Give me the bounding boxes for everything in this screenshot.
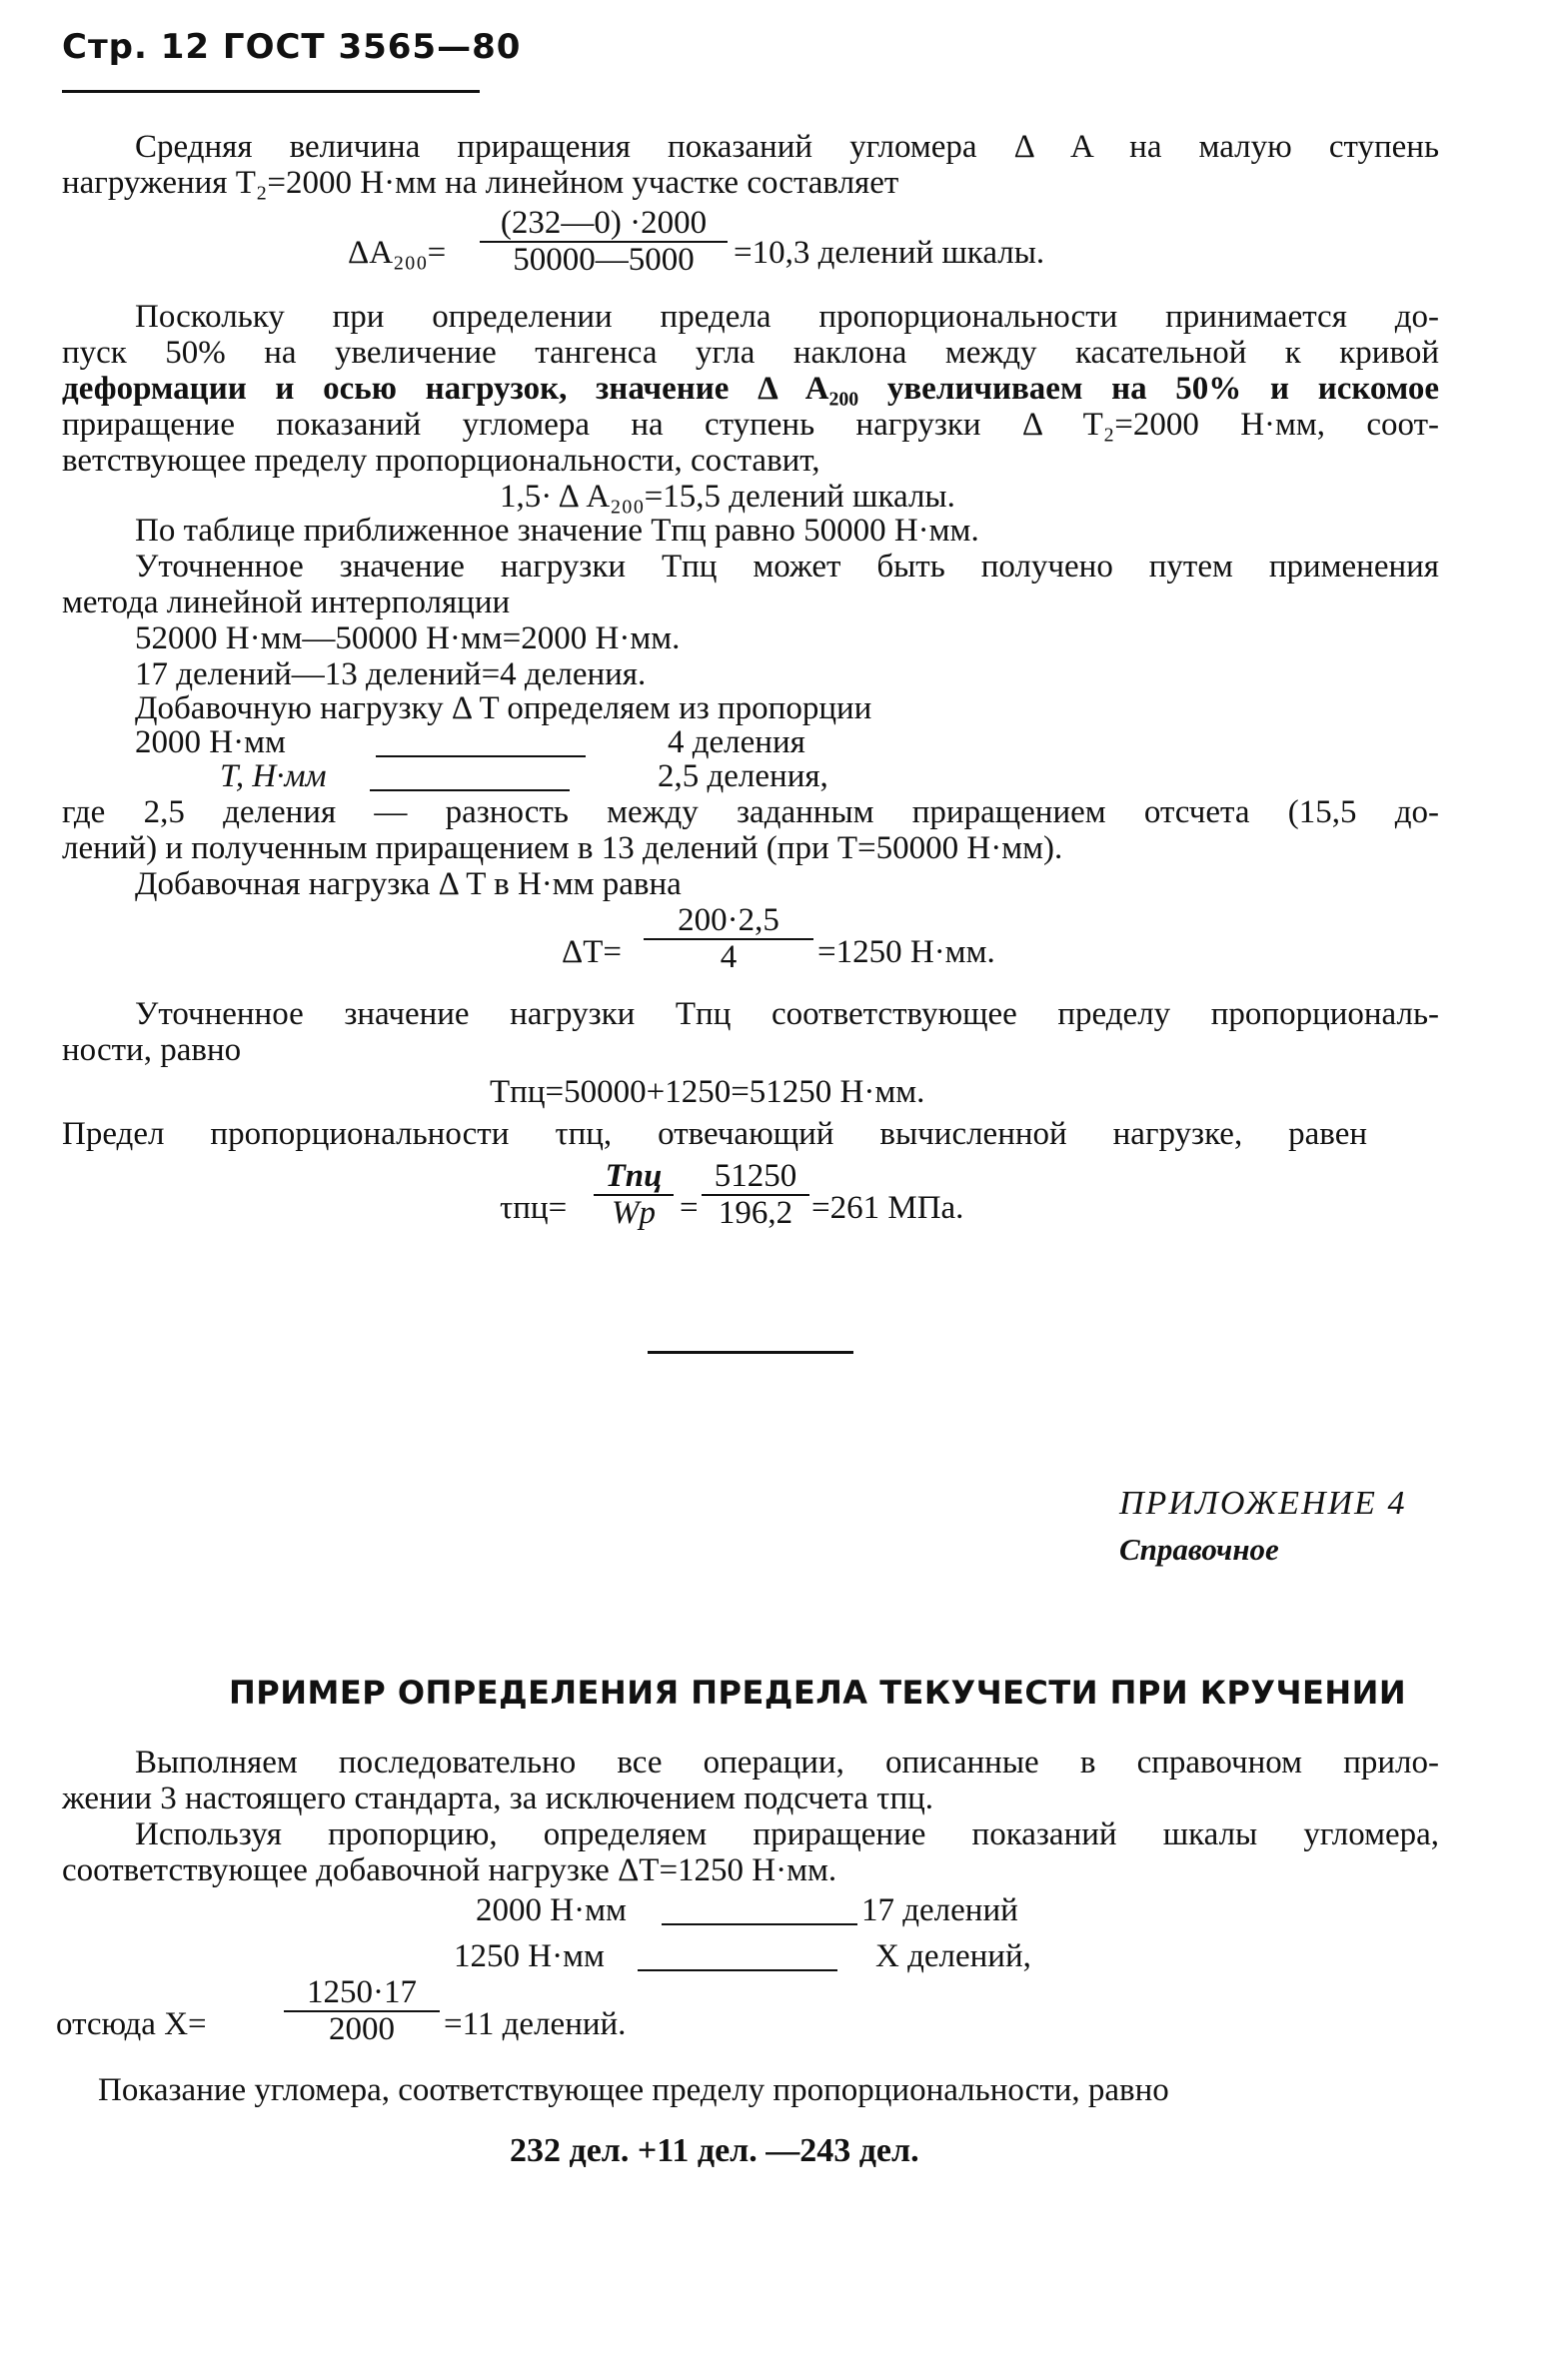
q2-line1: Используя пропорцию, определяем приращение показаний шкалы угломера,: [135, 1816, 1439, 1852]
prop2-right: 2,5 деления,: [658, 758, 828, 794]
p4-line1: Уточненное значение нагрузки Tпц может быть получено путем применения: [135, 549, 1439, 585]
p5-line1: где 2,5 деления — разность между заданным приращением отсчета (15,5 до-: [62, 794, 1439, 830]
eq1-denominator: 50000—5000: [480, 241, 728, 278]
section-title: ПРИМЕР ОПРЕДЕЛЕНИЯ ПРЕДЕЛА ТЕКУЧЕСТИ ПРИ КРУЧЕНИИ: [229, 1674, 1407, 1712]
eq5-fraction-1: [594, 1159, 674, 1231]
p2-line1: Поскольку при определении предела пропорциональности принимается до-: [135, 299, 1439, 335]
eq5-fraction-2: [702, 1159, 809, 1231]
eq2: 1,5· Δ A₂₀₀=15,5 делений шкалы.: [500, 479, 955, 515]
p4-line2: метода линейной интерполяции: [62, 585, 511, 620]
eq6-denominator: 2000: [284, 2010, 440, 2047]
appendix-subtitle: Справочное: [1119, 1532, 1279, 1567]
prop1-left: 2000 Н·мм: [135, 724, 286, 760]
eq5-equals: =: [680, 1190, 699, 1226]
q3: Показание угломера, соответствующее пределу пропорциональности, равно: [98, 2072, 1169, 2108]
eq1-lhs: ΔA₂₀₀=: [348, 235, 447, 271]
p5-line2: лений) и полученным приращением в 13 делений (при T=50000 Н·мм).: [62, 830, 1063, 866]
prop2-rule: [370, 789, 570, 791]
prop1-right: 4 деления: [668, 724, 805, 760]
eq6-prefix: отсюда X=: [56, 2006, 207, 2042]
q1-line2: жении 3 настоящего стандарта, за исключением подсчета τпц.: [62, 1781, 934, 1816]
prop4-right: X делений,: [875, 1938, 1031, 1974]
prop3-right: 17 делений: [861, 1892, 1018, 1928]
l3: Добавочную нагрузку Δ T определяем из пропорции: [135, 690, 872, 726]
l1: 52000 Н·мм—50000 Н·мм=2000 Н·мм.: [135, 620, 681, 656]
p8: Предел пропорциональности τпц, отвечающий вычисленной нагрузке, равен: [62, 1116, 1367, 1152]
eq5-lhs: τпц=: [500, 1190, 568, 1226]
eq1-rhs: =10,3 делений шкалы.: [734, 235, 1045, 271]
result: 232 дел. +11 дел. —243 дел.: [510, 2132, 919, 2169]
eq3-rhs: =1250 Н·мм.: [817, 934, 995, 970]
prop3-rule: [662, 1923, 857, 1925]
prop4-rule: [638, 1969, 837, 1971]
eq1-fraction: [480, 206, 728, 278]
eq1-numerator: (232—0) ·2000: [500, 205, 708, 241]
eq3-lhs: ΔT=: [562, 934, 622, 970]
prop4-left: 1250 Н·мм: [454, 1938, 605, 1974]
eq6-numerator: 1250·17: [307, 1974, 417, 2010]
eq3-fraction: [644, 903, 813, 975]
header-rule: [62, 90, 480, 93]
eq6-fraction: [284, 1975, 440, 2047]
eq5-denominator-2: 196,2: [702, 1194, 809, 1231]
p2-line3: деформации и осью нагрузок, значение Δ A₂₀₀ увеличиваем на 50% и искомое: [62, 371, 1439, 407]
p2-line5: ветствующее пределу пропорциональности, составит,: [62, 443, 820, 479]
p7-line2: ности, равно: [62, 1032, 242, 1068]
p1-line1: Средняя величина приращения показаний угломера Δ A на малую ступень: [135, 129, 1439, 165]
eq6-rhs: =11 делений.: [444, 2006, 627, 2042]
eq5-rhs: =261 МПа.: [811, 1190, 964, 1226]
p6: Добавочная нагрузка Δ T в Н·мм равна: [135, 866, 682, 902]
p7-line1: Уточненное значение нагрузки Tпц соответствующее пределу пропорциональ-: [135, 996, 1439, 1032]
p3: По таблице приближенное значение Tпц равно 50000 Н·мм.: [135, 513, 979, 549]
appendix-title: ПРИЛОЖЕНИЕ 4: [1119, 1485, 1407, 1522]
prop3-left: 2000 Н·мм: [476, 1892, 627, 1928]
section-separator: [648, 1351, 853, 1354]
page-header: Стр. 12 ГОСТ 3565—80: [62, 27, 522, 67]
prop2-left: T, Н·мм: [220, 758, 327, 794]
prop1-rule: [376, 755, 586, 757]
q2-line2: соответствующее добавочной нагрузке ΔT=1250 Н·мм.: [62, 1852, 837, 1888]
eq5-denominator-1: Wp: [594, 1194, 674, 1231]
p2-line4: приращение показаний угломера на ступень нагрузки Δ T₂=2000 Н·мм, соот-: [62, 407, 1439, 443]
p2-line2: пуск 50% на увеличение тангенса угла наклона между касательной к кривой: [62, 335, 1439, 371]
l2: 17 делений—13 делений=4 деления.: [135, 656, 647, 692]
eq5-numerator-2: 51250: [714, 1158, 797, 1194]
p1-line2: нагружения T₂=2000 Н·мм на линейном участке составляет: [62, 165, 899, 201]
eq3-denominator: 4: [644, 938, 813, 975]
eq4: Tпц=50000+1250=51250 Н·мм.: [490, 1074, 925, 1110]
eq3-numerator: 200·2,5: [678, 902, 779, 938]
eq5-numerator-1: Tпц: [605, 1158, 663, 1194]
q1-line1: Выполняем последовательно все операции, описанные в справочном прило-: [135, 1745, 1439, 1781]
